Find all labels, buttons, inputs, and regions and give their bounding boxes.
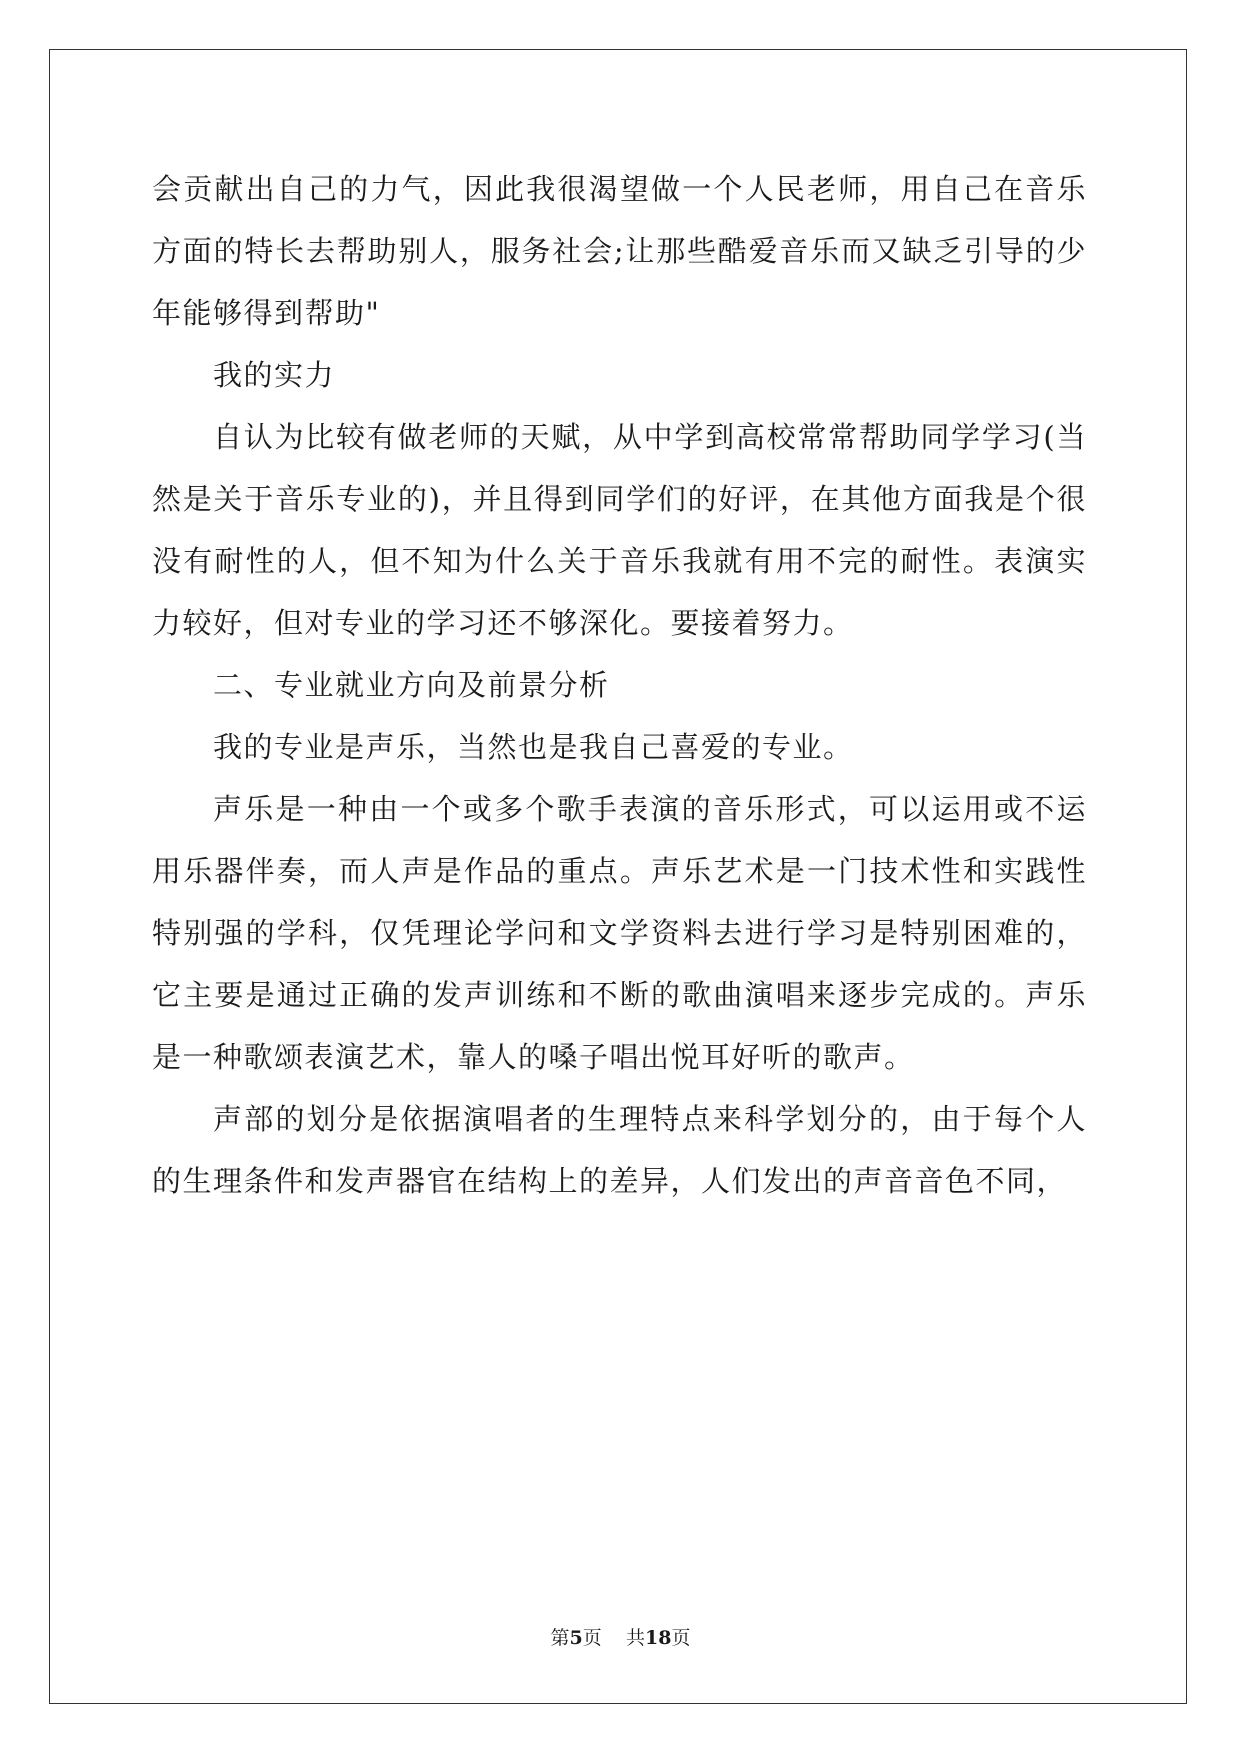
paragraph-vocal-music-definition: 声乐是一种由一个或多个歌手表演的音乐形式，可以运用或不运用乐器伴奏，而人声是作品的重点。声乐艺术是一门技术性和实践性特别强的学科，仅凭理论学问和文学资料去进行学习是特别困难的，它主要是通过正确的发声训练和不断的歌曲演唱来逐步完成的。声乐是一种歌颂表演艺术，靠人的嗓子唱出悦耳好听的歌声。 <box>152 792 1087 1074</box>
paragraph-continuation: 会贡献出自己的力气，因此我很渴望做一个人民老师，用自己在音乐方面的特长去帮助别人，服务社会;让那些酷爱音乐而又缺乏引导的少年能够得到帮助" <box>152 172 1087 330</box>
paragraph-major-intro: 我的专业是声乐，当然也是我自己喜爱的专业。 <box>213 730 854 764</box>
footer-prefix: 第 <box>550 1627 570 1649</box>
footer-page-suffix: 页 <box>582 1627 602 1649</box>
document-body <box>152 158 1087 1212</box>
section-heading-career-analysis: 二、专业就业方向及前景分析 <box>213 668 610 702</box>
section-heading-my-strength: 我的实力 <box>213 358 336 392</box>
page-footer <box>0 1623 1241 1650</box>
footer-total-prefix: 共 <box>625 1627 645 1649</box>
footer-page-number: 5 <box>569 1627 583 1649</box>
paragraph-strength-detail: 自认为比较有做老师的天赋，从中学到高校常常帮助同学学习(当然是关于音乐专业的)，并且得到同学们的好评，在其他方面我是个很没有耐性的人，但不知为什么关于音乐我就有用不完的耐性。表演实力较好，但对专业的学习还不够深化。要接着努力。 <box>152 420 1087 640</box>
footer-total-pages: 18 <box>644 1627 672 1649</box>
footer-total-suffix: 页 <box>671 1627 691 1649</box>
paragraph-voice-parts: 声部的划分是依据演唱者的生理特点来科学划分的，由于每个人的生理条件和发声器官在结构上的差异，人们发出的声音音色不同， <box>152 1102 1087 1198</box>
